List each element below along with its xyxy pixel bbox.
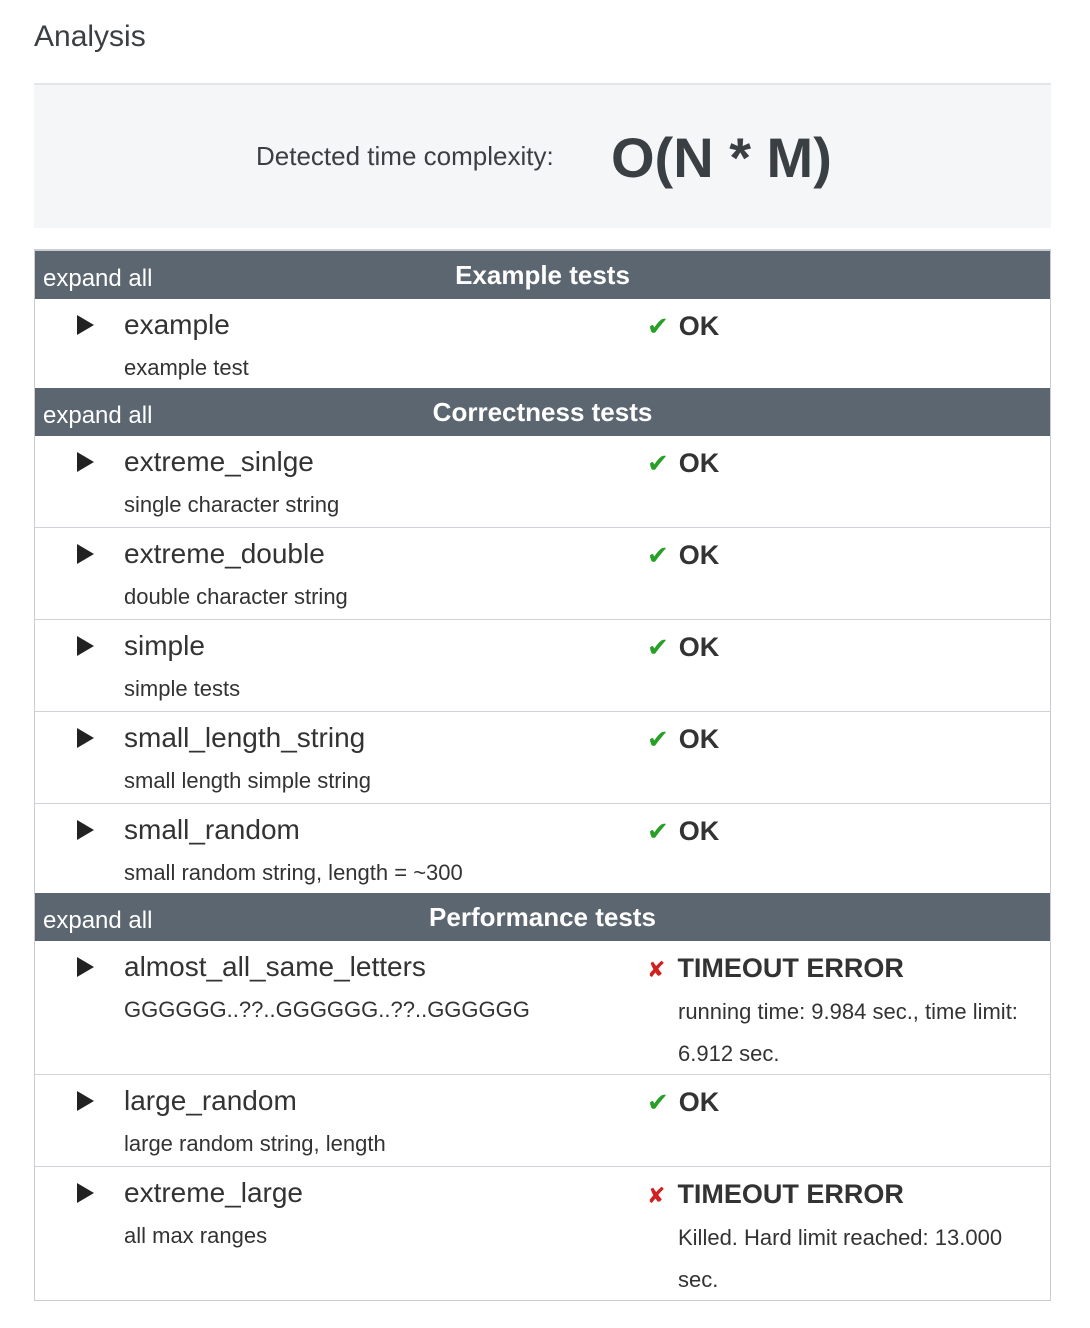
check-icon: ✔ <box>647 724 669 754</box>
triangle-right-icon[interactable] <box>77 315 94 335</box>
check-icon: ✔ <box>647 1087 669 1117</box>
test-status <box>647 953 904 984</box>
group-header <box>35 251 1050 299</box>
triangle-right-icon[interactable] <box>77 544 94 564</box>
test-name: extreme_large <box>124 1177 303 1208</box>
test-name: small_length_string <box>124 722 366 753</box>
expand-all-link[interactable]: expand all <box>43 907 153 934</box>
status-text: OK <box>678 311 720 341</box>
test-row <box>35 1166 1050 1300</box>
test-status <box>647 816 719 847</box>
test-name: extreme_sinlge <box>124 446 314 477</box>
cross-icon: ✘ <box>647 957 666 982</box>
group-title: Example tests <box>455 260 630 290</box>
status-text: TIMEOUT ERROR <box>677 953 904 983</box>
triangle-right-icon[interactable] <box>77 452 94 472</box>
group-title: Performance tests <box>429 902 656 932</box>
test-results-table <box>34 249 1051 1301</box>
test-description: double character string <box>124 584 348 609</box>
status-text: OK <box>678 1087 720 1117</box>
status-text: OK <box>678 632 720 662</box>
status-detail: running time: 9.984 sec., time limit: 6.912 sec. <box>678 999 1018 1066</box>
status-detail: Killed. Hard limit reached: 13.000 sec. <box>678 1225 1003 1292</box>
test-name: simple <box>124 630 205 661</box>
test-row <box>35 803 1050 893</box>
test-name: small_random <box>124 814 300 845</box>
test-row <box>35 299 1050 388</box>
test-row <box>35 619 1050 711</box>
triangle-right-icon[interactable] <box>77 636 94 656</box>
triangle-right-icon[interactable] <box>77 728 94 748</box>
complexity-label: Detected time complexity: <box>256 141 554 171</box>
expand-all-link[interactable]: expand all <box>43 402 153 429</box>
test-row <box>35 436 1050 527</box>
test-description: small random string, length = ~300 <box>124 860 463 885</box>
test-status <box>647 311 719 342</box>
test-description: GGGGGG..??..GGGGGG..??..GGGGGG <box>124 997 530 1022</box>
test-row <box>35 711 1050 803</box>
check-icon: ✔ <box>647 540 669 570</box>
test-description: all max ranges <box>124 1223 268 1248</box>
test-status <box>647 1087 719 1118</box>
test-row <box>35 1074 1050 1166</box>
test-description: simple tests <box>124 676 241 701</box>
check-icon: ✔ <box>647 448 669 478</box>
test-status <box>647 1179 904 1210</box>
test-status <box>647 632 719 663</box>
test-name: almost_all_same_letters <box>124 951 426 982</box>
test-description: large random string, length <box>124 1131 386 1156</box>
status-text: OK <box>678 540 720 570</box>
test-name: example <box>124 309 230 340</box>
test-status <box>647 724 719 755</box>
triangle-right-icon[interactable] <box>77 1183 94 1203</box>
test-row <box>35 527 1050 619</box>
test-name: large_random <box>124 1085 297 1116</box>
test-status <box>647 540 719 571</box>
check-icon: ✔ <box>647 816 669 846</box>
check-icon: ✔ <box>647 632 669 662</box>
cross-icon: ✘ <box>647 1183 666 1208</box>
triangle-right-icon[interactable] <box>77 957 94 977</box>
status-text: OK <box>678 448 720 478</box>
status-text: TIMEOUT ERROR <box>677 1179 904 1209</box>
triangle-right-icon[interactable] <box>77 1091 94 1111</box>
complexity-value: O(N * M) <box>611 126 832 189</box>
test-description: small length simple string <box>124 768 371 793</box>
triangle-right-icon[interactable] <box>77 820 94 840</box>
group-header <box>35 388 1050 436</box>
complexity-summary <box>34 85 1051 228</box>
expand-all-link[interactable]: expand all <box>43 265 153 292</box>
test-name: extreme_double <box>124 538 325 569</box>
page-title: Analysis <box>34 20 146 53</box>
test-description: example test <box>124 355 249 380</box>
check-icon: ✔ <box>647 311 669 341</box>
test-row <box>35 941 1050 1074</box>
group-header <box>35 893 1050 941</box>
status-text: OK <box>678 724 720 754</box>
status-text: OK <box>678 816 720 846</box>
group-title: Correctness tests <box>432 397 653 427</box>
test-status <box>647 448 719 479</box>
test-description: single character string <box>124 492 340 517</box>
